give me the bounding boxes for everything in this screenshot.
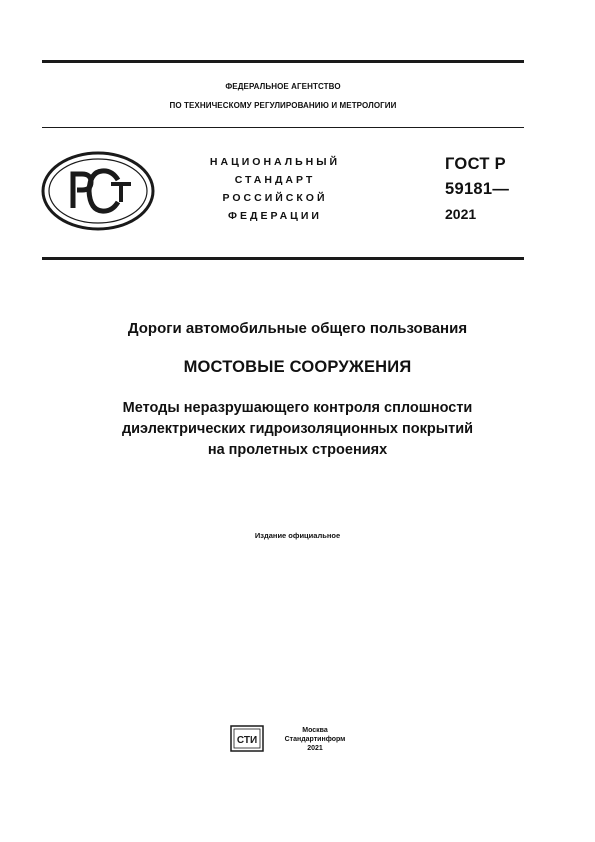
document-title: МОСТОВЫЕ СООРУЖЕНИЯ [183,358,412,376]
document-subject: Дороги автомобильные общего пользования [127,320,468,337]
gost-year: 2021 [445,206,477,222]
publisher-logo-text: СТИ [236,735,258,746]
document-subtitle-line2: диэлектрических гидроизоляционных покрытий [121,421,474,437]
publisher-year: 2021 [307,745,323,752]
publisher-name: Стандартинформ [284,736,346,743]
document-subtitle-line3: на пролетных строениях [207,442,388,458]
agency-name-line1: ФЕДЕРАЛЬНОЕ АГЕНТСТВО [225,82,341,91]
rst-gost-logo-icon [40,150,156,232]
standard-line1: НАЦИОНАЛЬНЫЙ [209,156,341,168]
standartinform-logo-icon [230,724,264,752]
bottom-rule [42,257,524,260]
standard-line3: РОССИЙСКОЙ [222,192,328,204]
gost-prefix: ГОСТ Р [445,155,506,173]
header-divider [42,127,524,128]
agency-name-line2: ПО ТЕХНИЧЕСКОМУ РЕГУЛИРОВАНИЮ И МЕТРОЛОГИИ [169,101,397,110]
edition-note: Издание официальное [254,531,341,540]
publisher-city: Москва [302,727,328,734]
standard-line2: СТАНДАРТ [234,174,316,186]
top-rule [42,60,524,63]
standard-line4: ФЕДЕРАЦИИ [228,210,322,222]
document-subtitle-line1: Методы неразрушающего контроля сплошности [122,400,473,416]
gost-number: 59181— [445,180,510,198]
